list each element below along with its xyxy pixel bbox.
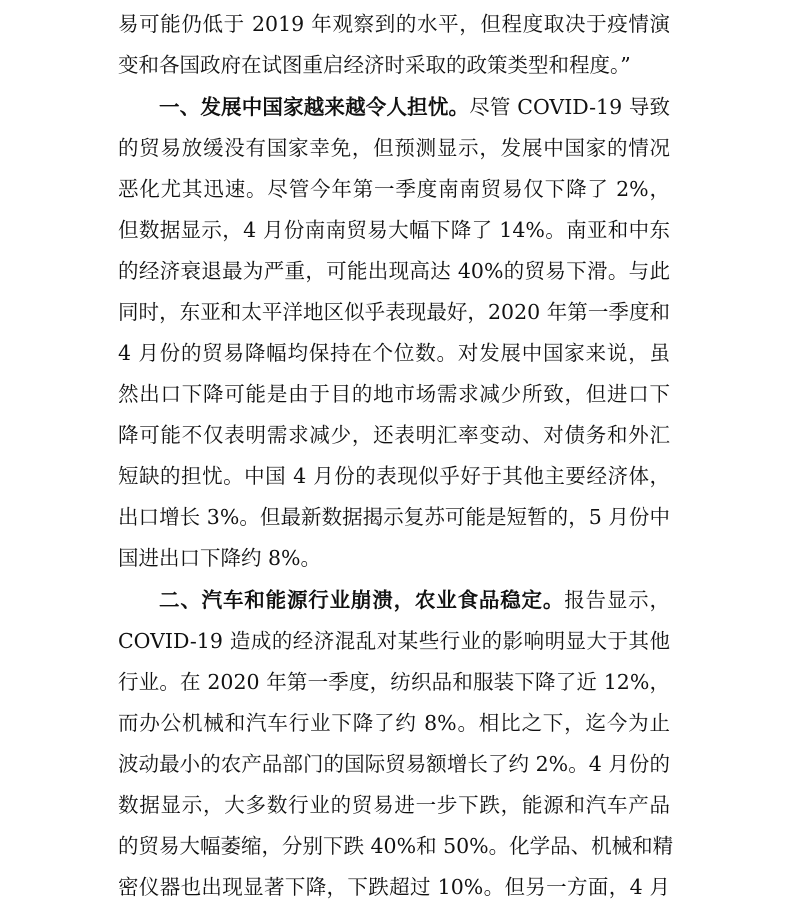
text-line: 密仪器也出现显著下降，下跌超过 10%。但另一方面，4 月 [118, 875, 670, 899]
section-2-heading: 二、汽车和能源行业崩溃，农业食品稳定。 [159, 588, 565, 612]
text-line: 的贸易放缓没有国家幸免，但预测显示，发展中国家的情况 [118, 136, 670, 160]
section-2-heading-rest: 报告显示， [564, 588, 671, 612]
text-line: 降可能不仅表明需求减少，还表明汇率变动、对债务和外汇 [118, 423, 670, 447]
text-line: 4 月份的贸易降幅均保持在个位数。对发展中国家来说，虽 [118, 341, 670, 365]
text-line: 的经济衰退最为严重，可能出现高达 40%的贸易下滑。与此 [118, 259, 670, 283]
text-line: 然出口下降可能是由于目的地市场需求减少所致，但进口下 [118, 382, 670, 406]
text-line: 同时，东亚和太平洋地区似乎表现最好，2020 年第一季度和 [118, 300, 670, 324]
section-1-first-line [159, 87, 670, 127]
section-1-heading-rest: 尽管 COVID-19 导致 [469, 95, 670, 119]
text-line: 易可能仍低于 2019 年观察到的水平，但程度取决于疫情演 [118, 12, 670, 36]
text-line: 波动最小的农产品部门的国际贸易额增长了约 2%。4 月份的 [118, 752, 670, 776]
text-line: 但数据显示，4 月份南南贸易大幅下降了 14%。南亚和中东 [118, 218, 670, 242]
text-line: 而办公机械和汽车行业下降了约 8%。相比之下，迄今为止 [118, 711, 670, 735]
text-line: 国进出口下降约 8%。 [118, 546, 322, 570]
section-1-heading: 一、发展中国家越来越令人担忧。 [159, 95, 470, 119]
text-line: COVID-19 造成的经济混乱对某些行业的影响明显大于其他 [118, 629, 670, 653]
text-line: 的贸易大幅萎缩，分别下跌 40%和 50%。化学品、机械和精 [118, 834, 674, 858]
text-line: 短缺的担忧。中国 4 月份的表现似乎好于其他主要经济体， [118, 464, 670, 488]
text-line: 变和各国政府在试图重启经济时采取的政策类型和程度。” [118, 53, 631, 77]
text-line: 行业。在 2020 年第一季度，纺织品和服装下降了近 12%， [118, 670, 670, 694]
text-line: 数据显示，大多数行业的贸易进一步下跌，能源和汽车产品 [118, 793, 670, 817]
text-line: 出口增长 3%。但最新数据揭示复苏可能是短暂的，5 月份中 [118, 505, 670, 529]
section-2-first-line [159, 580, 670, 620]
text-line: 恶化尤其迅速。尽管今年第一季度南南贸易仅下降了 2%， [118, 177, 670, 201]
